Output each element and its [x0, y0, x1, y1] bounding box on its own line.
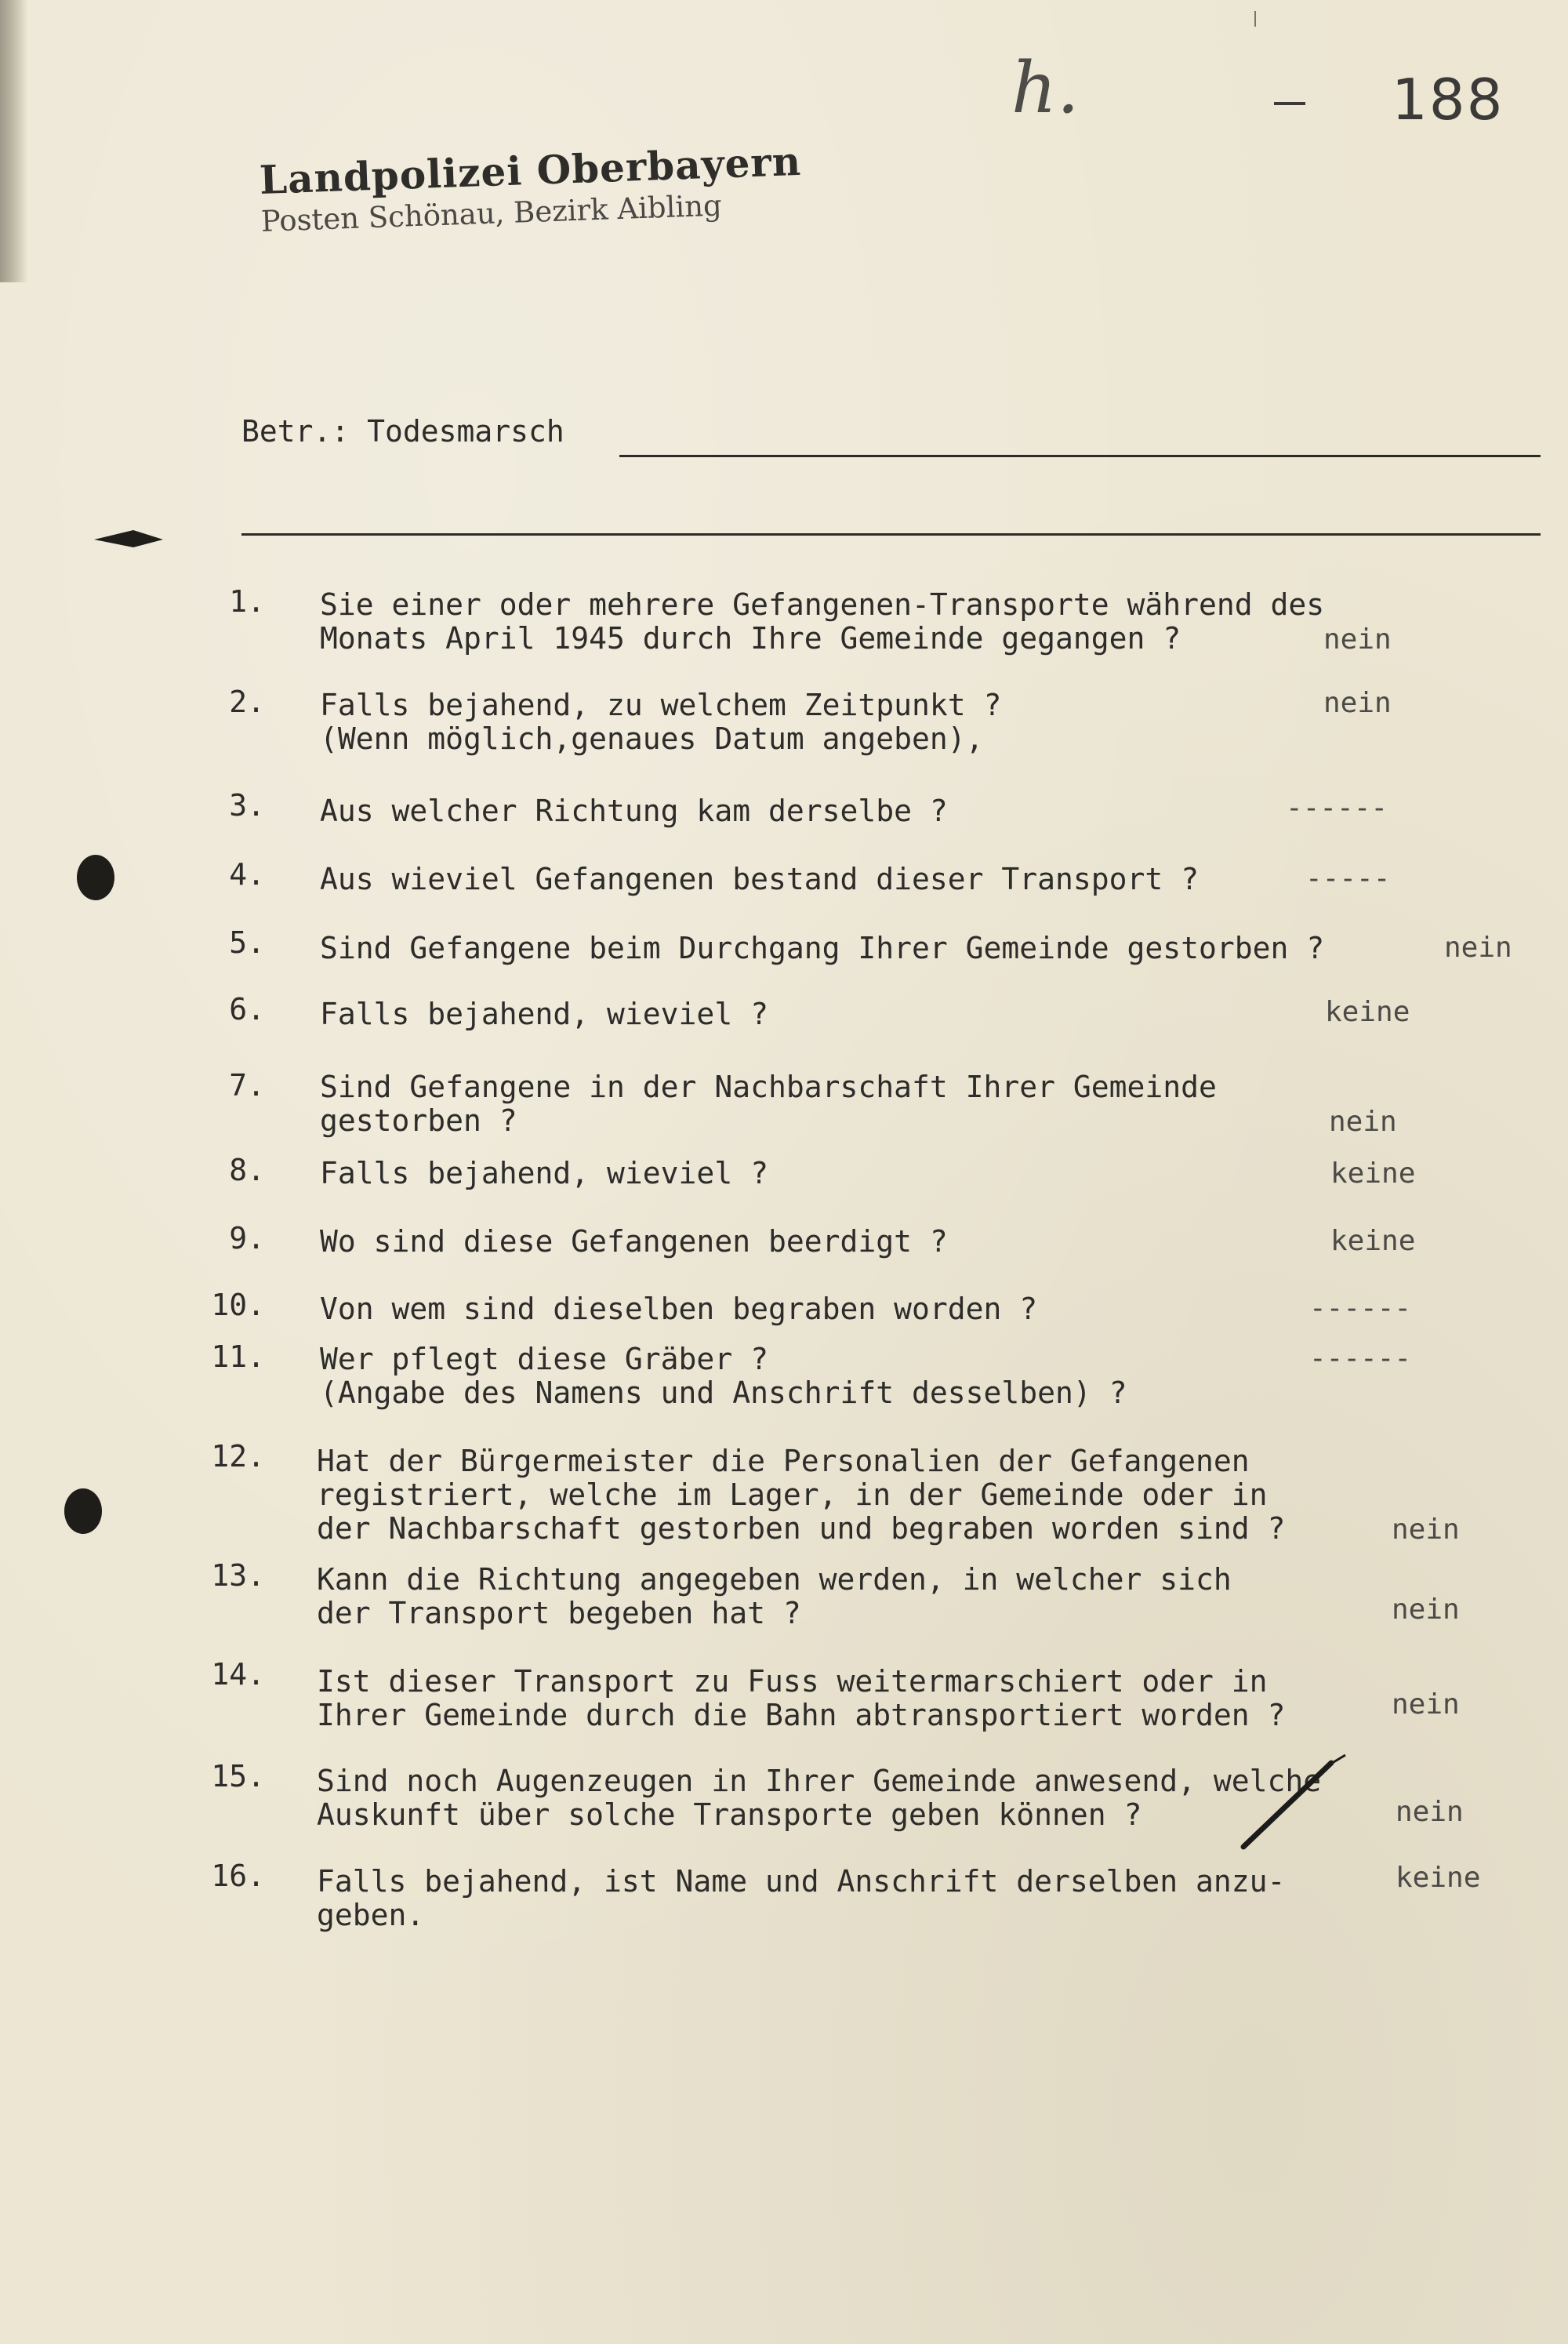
question-text: Von wem sind dieselben begraben worden ?: [320, 1292, 1038, 1326]
question-number: 11.: [211, 1339, 265, 1374]
scan-artifact-line: [1254, 11, 1256, 27]
question-text: Hat der Bürgermeister die Personalien der Gefangenen registriert, welche im Lager, in der Gemeinde oder in der Nachbarschaft gestorben und begraben worden sind ?: [317, 1444, 1286, 1546]
question-number: 2.: [229, 685, 265, 719]
question-number: 1.: [229, 584, 265, 619]
subject-line: Betr.: Todesmarsch: [241, 414, 564, 449]
police-stamp: [259, 138, 804, 238]
question-text: Falls bejahend, ist Name und Anschrift derselben anzu- geben.: [317, 1864, 1286, 1932]
question-text: Falls bejahend, wieviel ?: [320, 1156, 768, 1190]
question-answer: ------: [1309, 1292, 1412, 1325]
question-number: 7.: [229, 1068, 265, 1103]
question-answer: nein: [1392, 1594, 1460, 1626]
question-answer: keine: [1325, 996, 1410, 1028]
torn-page-edge: [0, 0, 28, 282]
question-text: Aus wieviel Gefangenen bestand dieser Transport ?: [320, 862, 1200, 896]
question-number: 8.: [229, 1153, 265, 1187]
question-answer: nein: [1323, 687, 1392, 719]
punch-hole-icon: [64, 1488, 102, 1534]
question-answer: nein: [1392, 1514, 1460, 1546]
question-number: 4.: [229, 857, 265, 892]
subject-underline: [619, 455, 1541, 457]
stamp-organization: Landpolizei Oberbayern: [259, 137, 803, 203]
question-text: Wo sind diese Gefangenen beerdigt ?: [320, 1224, 948, 1259]
question-number: 6.: [229, 992, 265, 1027]
question-text: Sind Gefangene in der Nachbarschaft Ihrer Gemeinde gestorben ?: [320, 1070, 1217, 1138]
question-answer: ------: [1286, 792, 1388, 824]
question-number: 16.: [211, 1859, 265, 1893]
question-text: Falls bejahend, zu welchem Zeitpunkt ? (Wenn möglich,genaues Datum angeben),: [320, 688, 1002, 756]
question-text: Kann die Richtung angegeben werden, in welcher sich der Transport begeben hat ?: [317, 1562, 1232, 1630]
dash-mark: [1274, 102, 1305, 105]
question-answer: -----: [1305, 863, 1391, 895]
question-number: 5.: [229, 925, 265, 960]
question-answer: keine: [1330, 1157, 1416, 1190]
question-answer: nein: [1396, 1796, 1464, 1828]
question-number: 13.: [211, 1558, 265, 1593]
question-number: 10.: [211, 1288, 265, 1322]
question-answer: keine: [1396, 1862, 1481, 1894]
question-answer: nein: [1444, 932, 1512, 964]
question-text: Sind noch Augenzeugen in Ihrer Gemeinde anwesend, welche Auskunft über solche Transporte geben können ?: [317, 1764, 1322, 1832]
pencil-annotation: h.: [1011, 47, 1080, 129]
question-text: Sie einer oder mehrere Gefangenen-Transporte während des Monats April 1945 durch Ihre Gemeinde gegangen ?: [320, 587, 1325, 656]
separator-line: [241, 533, 1541, 536]
question-number: 14.: [211, 1657, 265, 1692]
question-number: 12.: [211, 1439, 265, 1474]
arrow-mark-icon: [94, 524, 165, 551]
question-answer: nein: [1323, 623, 1392, 656]
question-answer: nein: [1329, 1106, 1397, 1138]
question-answer: nein: [1392, 1688, 1460, 1721]
pen-strike-mark: [1237, 1749, 1355, 1859]
question-text: Sind Gefangene beim Durchgang Ihrer Gemeinde gestorben ?: [320, 931, 1325, 965]
question-number: 3.: [229, 788, 265, 823]
punch-hole-icon: [77, 855, 114, 900]
question-number: 15.: [211, 1759, 265, 1793]
question-text: Wer pflegt diese Gräber ? (Angabe des Namens und Anschrift desselben) ?: [320, 1342, 1127, 1410]
question-text: Falls bejahend, wieviel ?: [320, 997, 768, 1031]
question-number: 9.: [229, 1221, 265, 1256]
question-text: Aus welcher Richtung kam derselbe ?: [320, 794, 948, 828]
question-answer: keine: [1330, 1225, 1416, 1257]
question-answer: ------: [1309, 1343, 1412, 1375]
stamp-post: Posten Schönau, Bezirk Aibling: [260, 188, 723, 238]
question-text: Ist dieser Transport zu Fuss weitermarschiert oder in Ihrer Gemeinde durch die Bahn abtransportiert worden ?: [317, 1664, 1286, 1732]
page-number: 188: [1392, 67, 1504, 133]
